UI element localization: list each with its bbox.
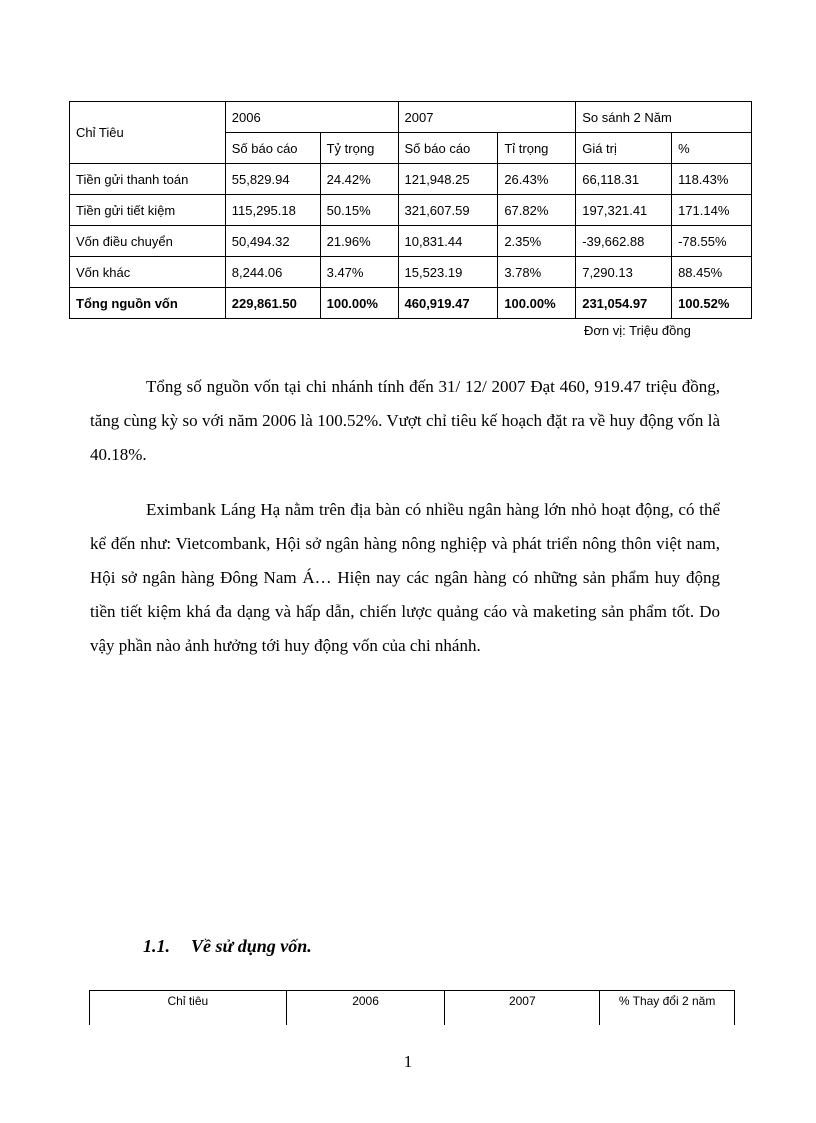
cell-value-2007: 321,607.59 <box>398 195 498 226</box>
capital-source-table <box>69 101 752 319</box>
cell-diff: -39,662.88 <box>576 226 672 257</box>
cell-share-2007: 26.43% <box>498 164 576 195</box>
cell-diff: 231,054.97 <box>576 288 672 319</box>
row-label: Vốn điều chuyển <box>70 226 226 257</box>
header-percent: % <box>672 133 752 164</box>
row-label: Vốn khác <box>70 257 226 288</box>
cell-share-2007: 100.00% <box>498 288 576 319</box>
capital-usage-table <box>89 990 735 1025</box>
cell-diff: 197,321.41 <box>576 195 672 226</box>
cell-pct: 171.14% <box>672 195 752 226</box>
header-indicator: Chỉ tiêu <box>90 991 287 1026</box>
header-comparison: So sánh 2 Năm <box>576 102 752 133</box>
cell-diff: 7,290.13 <box>576 257 672 288</box>
cell-share-2006: 100.00% <box>320 288 398 319</box>
cell-pct: 88.45% <box>672 257 752 288</box>
section-number: 1.1. <box>143 936 170 956</box>
cell-share-2006: 50.15% <box>320 195 398 226</box>
cell-share-2006: 24.42% <box>320 164 398 195</box>
cell-value-2006: 229,861.50 <box>225 288 320 319</box>
cell-pct: 100.52% <box>672 288 752 319</box>
table-row <box>70 226 752 257</box>
header-value: Giá trị <box>576 133 672 164</box>
header-change: % Thay đổi 2 năm <box>600 991 735 1026</box>
page-number: 1 <box>403 1052 413 1071</box>
unit-note: Đơn vị: Triệu đồng <box>584 323 691 338</box>
header-reported-2007: Số báo cáo <box>398 133 498 164</box>
paragraph-competition: Eximbank Láng Hạ nằm trên địa bàn có nhiều ngân hàng lớn nhỏ hoạt động, có thể kể đến như: Vietcombank, Hội sở ngân hàng nông nghiệp và phát triển nông thôn việt nam, Hội sở ngân hàng Đông Nam Á… Hiện nay các ngân hàng có những sản phẩm huy động tiền tiết kiệm khá đa dạng và hấp dẫn, chiến lược quảng cáo và maketing sản phẩm tốt. Do vậy phần nào ảnh hưởng tới huy động vốn của chi nhánh. <box>90 500 720 655</box>
cell-share-2006: 21.96% <box>320 226 398 257</box>
header-year-2007: 2007 <box>445 991 600 1026</box>
cell-share-2006: 3.47% <box>320 257 398 288</box>
row-label: Tiền gửi thanh toán <box>70 164 226 195</box>
table-total-row <box>70 288 752 319</box>
table-header-row <box>70 102 752 133</box>
cell-value-2006: 50,494.32 <box>225 226 320 257</box>
table-row <box>70 195 752 226</box>
header-share-2007: Tỉ trọng <box>498 133 576 164</box>
cell-value-2006: 115,295.18 <box>225 195 320 226</box>
paragraph-capital-summary: Tổng số nguồn vốn tại chi nhánh tính đến 31/ 12/ 2007 Đạt 460, 919.47 triệu đồng, tăng cùng kỳ so với năm 2006 là 100.52%. Vượt chỉ tiêu kế hoạch đặt ra về huy động vốn là 40.18%. <box>90 377 720 464</box>
cell-share-2007: 3.78% <box>498 257 576 288</box>
header-year-2006: 2006 <box>286 991 445 1026</box>
cell-value-2007: 460,919.47 <box>398 288 498 319</box>
header-reported-2006: Số báo cáo <box>225 133 320 164</box>
row-label: Tổng nguồn vốn <box>70 288 226 319</box>
cell-pct: 118.43% <box>672 164 752 195</box>
cell-pct: -78.55% <box>672 226 752 257</box>
cell-value-2007: 10,831.44 <box>398 226 498 257</box>
cell-diff: 66,118.31 <box>576 164 672 195</box>
header-year-2007: 2007 <box>398 102 576 133</box>
row-label: Tiền gửi tiết kiệm <box>70 195 226 226</box>
table-row <box>70 164 752 195</box>
cell-value-2006: 8,244.06 <box>225 257 320 288</box>
cell-value-2006: 55,829.94 <box>225 164 320 195</box>
header-indicator: Chỉ Tiêu <box>70 102 226 164</box>
section-heading <box>143 936 312 957</box>
header-year-2006: 2006 <box>225 102 398 133</box>
section-title: Về sử dụng vốn. <box>191 936 312 956</box>
table-row <box>70 257 752 288</box>
cell-share-2007: 67.82% <box>498 195 576 226</box>
table-header-row <box>90 991 735 1026</box>
cell-share-2007: 2.35% <box>498 226 576 257</box>
header-share-2006: Tỷ trọng <box>320 133 398 164</box>
cell-value-2007: 15,523.19 <box>398 257 498 288</box>
cell-value-2007: 121,948.25 <box>398 164 498 195</box>
